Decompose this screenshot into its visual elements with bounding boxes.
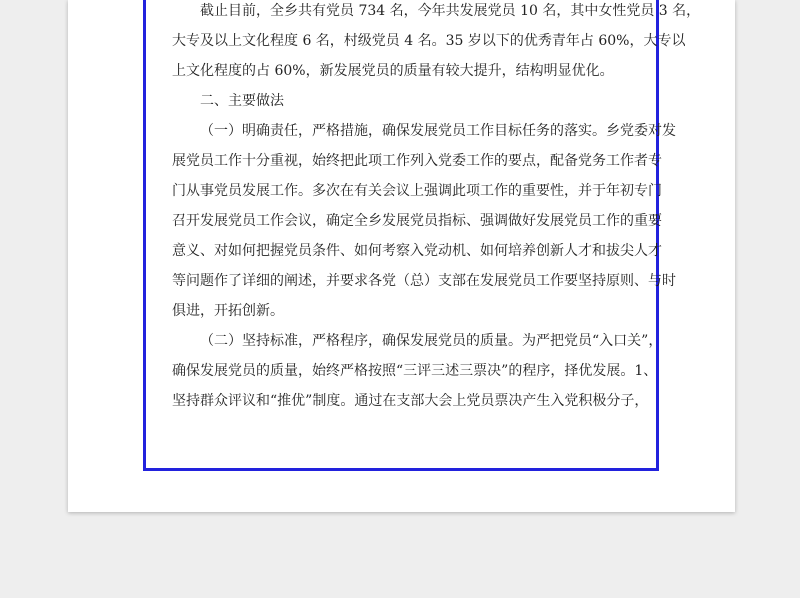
text-line: 坚持群众评议和“推优”制度。通过在支部大会上党员票决产生入党积极分子，	[172, 393, 649, 409]
text-line: 意义、对如何把握党员条件、如何考察入党动机、如何培养创新人才和拔尖人才	[172, 243, 662, 259]
text-line: 等问题作了详细的阐述，并要求各党（总）支部在发展党员工作要坚持原则、与时	[172, 273, 676, 289]
text-line: 俱进，开拓创新。	[172, 303, 284, 319]
text-line: 门从事党员发展工作。多次在有关会议上强调此项工作的重要性，并于年初专门	[172, 183, 662, 199]
document-page	[68, 0, 735, 512]
text-line: 截止目前，全乡共有党员 734 名，今年共发展党员 10 名，其中女性党员 3 名，	[200, 3, 701, 19]
text-line: （二）坚持标准，严格程序，确保发展党员的质量。为严把党员“入口关”，	[200, 333, 663, 349]
text-line: 确保发展党员的质量，始终严格按照“三评三述三票决”的程序，择优发展。1、	[172, 363, 658, 379]
section-heading: 二、主要做法	[200, 93, 284, 109]
document-body-text	[172, 0, 701, 416]
text-line: 大专及以上文化程度 6 名，村级党员 4 名。35 岁以下的优秀青年占 60%，大专以	[172, 33, 686, 49]
text-line: 召开发展党员工作会议，确定全乡发展党员指标、强调做好发展党员工作的重要	[172, 213, 662, 229]
text-line: （一）明确责任，严格措施，确保发展党员工作目标任务的落实。乡党委对发	[200, 123, 676, 139]
text-line: 展党员工作十分重视，始终把此项工作列入党委工作的要点，配备党务工作者专	[172, 153, 662, 169]
text-line: 上文化程度的占 60%，新发展党员的质量有较大提升，结构明显优化。	[172, 63, 614, 79]
